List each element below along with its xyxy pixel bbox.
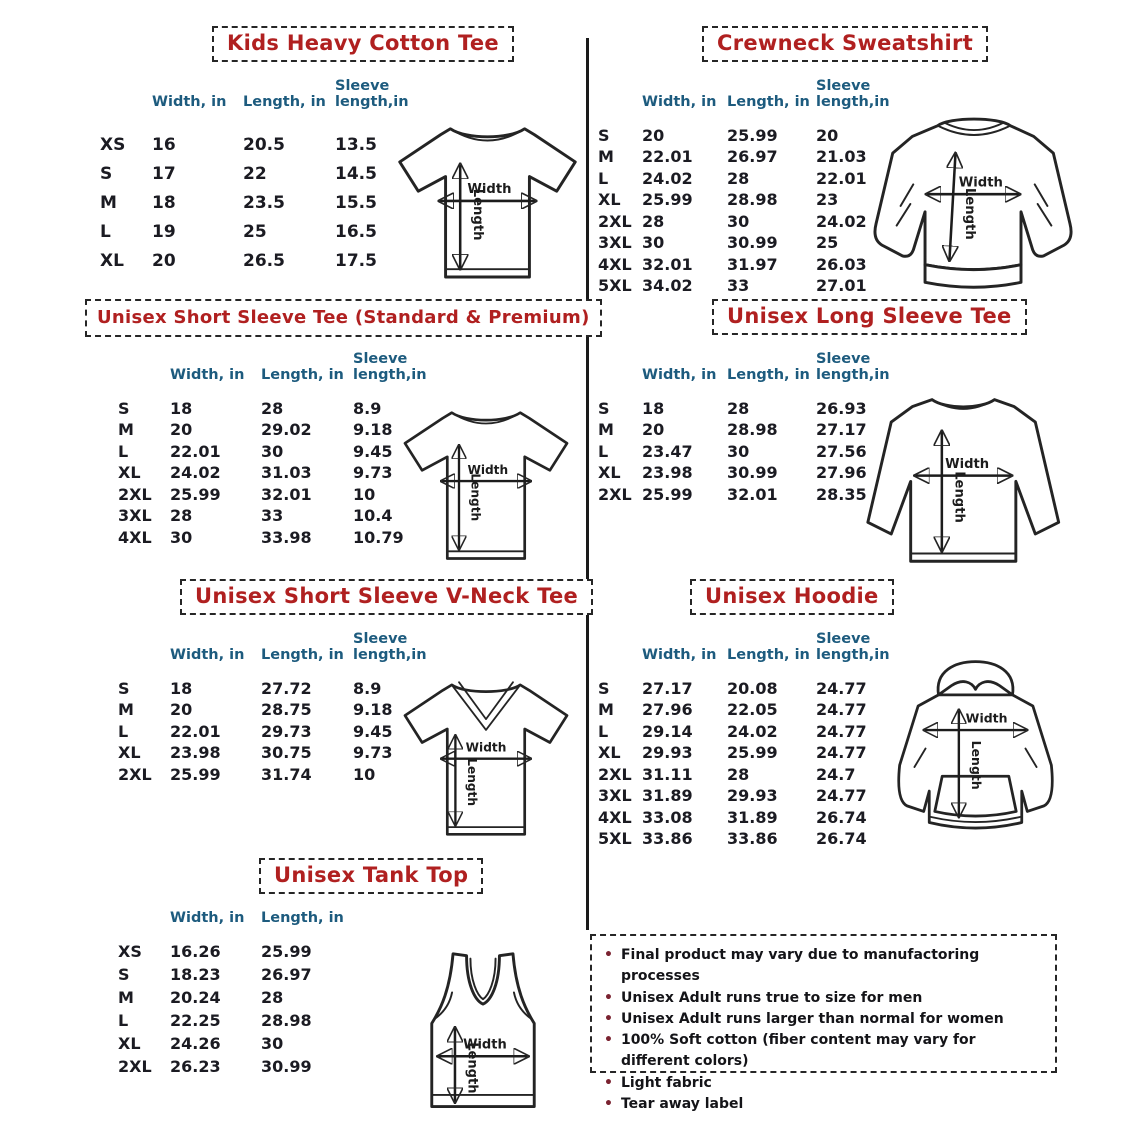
- sleeve-cell: 24.77: [816, 721, 867, 741]
- size-cell: 3XL: [598, 786, 632, 806]
- column-header-length: Length, in: [243, 94, 326, 111]
- bullet-icon: •: [604, 1074, 613, 1091]
- section-content: [84, 351, 584, 548]
- section-title: Unisex Short Sleeve Tee (Standard & Premium): [85, 299, 602, 337]
- width-cell: 31.89: [642, 786, 693, 806]
- size-cell: S: [598, 398, 610, 418]
- section-title-row: [84, 26, 584, 66]
- section-title: Unisex Long Sleeve Tee: [712, 299, 1027, 335]
- section-title: Unisex Hoodie: [690, 579, 894, 615]
- width-cell: 22.01: [170, 721, 221, 741]
- width-cell: 25.99: [170, 484, 221, 504]
- table-header-row: [118, 910, 584, 926]
- section-content: [596, 78, 1140, 296]
- note-text: Tear away label: [620, 1096, 744, 1113]
- sleeve-cell: 17.5: [335, 250, 377, 271]
- width-cell: 30: [170, 527, 193, 547]
- product-notes-box: [590, 934, 1057, 1113]
- column-header-sleeve: Sleeve length,in: [816, 351, 890, 384]
- width-cell: 20.24: [170, 988, 221, 1008]
- size-cell: 2XL: [598, 211, 632, 231]
- note-item: [604, 1009, 1043, 1030]
- sleeve-cell: 9.18: [353, 700, 393, 720]
- sleeve-cell: 9.73: [353, 463, 393, 483]
- size-cell: XL: [598, 463, 621, 483]
- width-cell: 18: [642, 398, 665, 418]
- column-divider-line: [586, 38, 589, 930]
- length-cell: 30.99: [727, 233, 778, 253]
- size-cell: L: [598, 168, 609, 188]
- size-cell: S: [598, 125, 610, 145]
- size-cell: 3XL: [598, 233, 632, 253]
- table-header-row: [118, 351, 584, 383]
- note-text: 100% Soft cotton (fiber content may vary for different colors): [620, 1032, 976, 1070]
- v-neck-tee-diagram: [396, 668, 576, 844]
- size-cell: XL: [118, 743, 141, 763]
- sleeve-cell: 27.96: [816, 463, 867, 483]
- column-header-width: Width, in: [642, 367, 717, 384]
- section-title: Unisex Short Sleeve V-Neck Tee: [180, 579, 593, 615]
- sleeve-cell: 23: [816, 190, 839, 210]
- column-header-width: Width, in: [170, 367, 245, 384]
- width-cell: 16.26: [170, 942, 221, 962]
- length-cell: 31.03: [261, 463, 312, 483]
- width-cell: 22.01: [642, 147, 693, 167]
- size-cell: M: [598, 700, 614, 720]
- size-cell: XS: [118, 942, 142, 962]
- length-arrow-label: Length: [469, 188, 485, 241]
- width-cell: 20: [170, 700, 193, 720]
- length-cell: 28.75: [261, 700, 312, 720]
- sleeve-cell: 24.77: [816, 700, 867, 720]
- column-header-sleeve: Sleeve length,in: [335, 78, 409, 111]
- length-cell: 33: [727, 276, 750, 296]
- width-cell: 23.98: [170, 743, 221, 763]
- size-cell: L: [118, 721, 129, 741]
- width-cell: 22.01: [170, 441, 221, 461]
- size-cell: S: [598, 678, 610, 698]
- column-header-length: Length, in: [261, 647, 344, 664]
- sleeve-cell: 9.45: [353, 721, 393, 741]
- width-cell: 24.02: [642, 168, 693, 188]
- length-cell: 33: [261, 506, 284, 526]
- note-item: [604, 945, 1043, 988]
- section-title-row: [596, 579, 1140, 619]
- long-sleeve-tee-diagram: [853, 386, 1093, 571]
- length-cell: 22: [243, 163, 267, 184]
- width-cell: 31.11: [642, 764, 693, 784]
- sleeve-cell: 10.4: [353, 506, 393, 526]
- note-text: Unisex Adult runs larger than normal for women: [620, 1010, 1004, 1027]
- length-cell: 20.08: [727, 678, 778, 698]
- width-cell: 20: [642, 420, 665, 440]
- note-text: Unisex Adult runs true to size for men: [620, 989, 923, 1006]
- length-cell: 29.02: [261, 420, 312, 440]
- section-title-row: [84, 858, 584, 898]
- length-cell: 32.01: [727, 484, 778, 504]
- column-header-length: Length, in: [261, 910, 344, 926]
- width-arrow-label: Width: [463, 1037, 507, 1053]
- bullet-icon: •: [604, 1096, 613, 1113]
- length-cell: 28.98: [727, 420, 778, 440]
- sleeve-cell: 27.17: [816, 420, 867, 440]
- width-cell: 20: [152, 250, 176, 271]
- width-arrow-label: Width: [467, 462, 509, 477]
- length-cell: 33.98: [261, 527, 312, 547]
- size-cell: M: [100, 192, 117, 213]
- width-cell: 25.99: [642, 190, 693, 210]
- width-arrow-label: Width: [465, 740, 507, 755]
- size-cell: 2XL: [118, 1057, 152, 1077]
- section-crewneck-sweatshirt: [596, 26, 1140, 296]
- size-cell: M: [598, 147, 614, 167]
- length-cell: 30.99: [261, 1057, 312, 1077]
- sleeve-cell: 26.93: [816, 398, 867, 418]
- sleeve-cell: 25: [816, 233, 839, 253]
- sleeve-cell: 9.18: [353, 420, 393, 440]
- size-cell: 2XL: [118, 484, 152, 504]
- size-cell: M: [118, 988, 134, 1008]
- sleeve-cell: 22.01: [816, 168, 867, 188]
- width-cell: 18: [170, 678, 193, 698]
- width-cell: 16: [152, 134, 176, 155]
- size-cell: 4XL: [118, 527, 152, 547]
- width-cell: 32.01: [642, 254, 693, 274]
- width-arrow-label: Width: [958, 175, 1003, 191]
- length-cell: 33.86: [727, 829, 778, 849]
- length-arrow-label: Length: [465, 758, 479, 806]
- sweatshirt-diagram: [859, 110, 1089, 298]
- width-cell: 29.14: [642, 721, 693, 741]
- note-item: [604, 988, 1043, 1009]
- sleeve-cell: 16.5: [335, 221, 377, 242]
- size-cell: M: [118, 700, 134, 720]
- note-item: [604, 1094, 1043, 1115]
- length-cell: 24.02: [727, 721, 778, 741]
- length-cell: 28: [261, 988, 284, 1008]
- width-cell: 18: [152, 192, 176, 213]
- sleeve-cell: 20: [816, 125, 839, 145]
- note-text: Light fabric: [620, 1074, 712, 1091]
- width-cell: 27.17: [642, 678, 693, 698]
- length-cell: 27.72: [261, 678, 312, 698]
- size-cell: 4XL: [598, 807, 632, 827]
- size-cell: L: [118, 441, 129, 461]
- sleeve-cell: 10.79: [353, 527, 404, 547]
- width-cell: 20: [170, 420, 193, 440]
- column-header-width: Width, in: [642, 94, 717, 111]
- width-cell: 25.99: [170, 764, 221, 784]
- length-cell: 30: [261, 1034, 284, 1054]
- width-cell: 26.23: [170, 1057, 221, 1077]
- length-cell: 30: [727, 441, 750, 461]
- sleeve-cell: 26.03: [816, 254, 867, 274]
- sleeve-cell: 14.5: [335, 163, 377, 184]
- size-cell: 2XL: [598, 764, 632, 784]
- length-cell: 25: [243, 221, 267, 242]
- size-cell: M: [118, 420, 134, 440]
- bullet-icon: •: [604, 989, 613, 1006]
- bullet-icon: •: [604, 1032, 613, 1049]
- size-cell: XL: [118, 1034, 141, 1054]
- column-header-sleeve: Sleeve length,in: [353, 631, 427, 664]
- length-arrow-label: Length: [968, 740, 984, 790]
- sleeve-cell: 27.56: [816, 441, 867, 461]
- length-cell: 26.5: [243, 250, 285, 271]
- sleeve-cell: 24.77: [816, 743, 867, 763]
- section-content: [84, 631, 584, 806]
- length-cell: 31.97: [727, 254, 778, 274]
- length-cell: 28: [727, 764, 750, 784]
- length-cell: 25.99: [261, 942, 312, 962]
- width-cell: 27.96: [642, 700, 693, 720]
- size-cell: S: [118, 965, 130, 985]
- sleeve-cell: 8.9: [353, 398, 382, 418]
- section-title-row: [596, 299, 1140, 339]
- section-unisex-tank-top: [84, 858, 584, 1094]
- sleeve-cell: 9.45: [353, 441, 393, 461]
- length-arrow-label: Length: [468, 473, 483, 522]
- size-cell: M: [598, 420, 614, 440]
- size-cell: S: [118, 678, 130, 698]
- width-cell: 33.86: [642, 829, 693, 849]
- sleeve-cell: 26.74: [816, 829, 867, 849]
- length-cell: 31.74: [261, 764, 312, 784]
- column-header-length: Length, in: [727, 94, 810, 111]
- width-cell: 28: [642, 211, 665, 231]
- size-cell: L: [598, 441, 609, 461]
- table-header-row: [598, 78, 1140, 110]
- section-title-row: [84, 579, 584, 619]
- width-cell: 24.02: [170, 463, 221, 483]
- sleeve-cell: 24.77: [816, 786, 867, 806]
- column-header-length: Length, in: [261, 367, 344, 384]
- table-header-row: [118, 631, 584, 663]
- length-cell: 28.98: [727, 190, 778, 210]
- section-content: [84, 78, 584, 275]
- section-unisex-v-neck-tee: [84, 579, 584, 806]
- width-cell: 19: [152, 221, 176, 242]
- column-header-length: Length, in: [727, 647, 810, 664]
- section-unisex-hoodie: [596, 579, 1140, 849]
- note-item: [604, 1030, 1043, 1073]
- size-cell: S: [100, 163, 113, 184]
- length-cell: 23.5: [243, 192, 285, 213]
- size-cell: 2XL: [598, 484, 632, 504]
- sleeve-cell: 24.7: [816, 764, 856, 784]
- length-arrow-label: Length: [464, 1042, 480, 1094]
- size-cell: 3XL: [118, 506, 152, 526]
- sleeve-cell: 28.35: [816, 484, 867, 504]
- size-cell: 2XL: [118, 764, 152, 784]
- length-cell: 28: [261, 398, 284, 418]
- section-title: Unisex Tank Top: [259, 858, 483, 894]
- column-header-width: Width, in: [152, 94, 227, 111]
- column-header-sleeve: Sleeve length,in: [816, 631, 890, 664]
- length-cell: 28: [727, 168, 750, 188]
- size-cell: L: [100, 221, 111, 242]
- size-cell: 5XL: [598, 276, 632, 296]
- column-header-width: Width, in: [170, 647, 245, 664]
- section-unisex-long-sleeve-tee: [596, 299, 1140, 523]
- width-cell: 33.08: [642, 807, 693, 827]
- section-title: Kids Heavy Cotton Tee: [212, 26, 514, 62]
- width-cell: 18.23: [170, 965, 221, 985]
- hoodie-diagram: [883, 656, 1068, 854]
- sleeve-cell: 9.73: [353, 743, 393, 763]
- size-cell: XS: [100, 134, 126, 155]
- section-title-row: [596, 26, 1140, 66]
- column-header-sleeve: Sleeve length,in: [816, 78, 890, 111]
- length-arrow-label: Length: [962, 187, 978, 240]
- length-cell: 32.01: [261, 484, 312, 504]
- sleeve-cell: 8.9: [353, 678, 382, 698]
- width-cell: 23.47: [642, 441, 693, 461]
- length-cell: 28: [727, 398, 750, 418]
- table-header-row: [598, 351, 1140, 383]
- column-header-sleeve: Sleeve length,in: [353, 351, 427, 384]
- width-cell: 29.93: [642, 743, 693, 763]
- width-arrow-label: Width: [965, 710, 1008, 726]
- size-cell: XL: [598, 743, 621, 763]
- section-content: [596, 631, 1140, 849]
- size-cell: S: [118, 398, 130, 418]
- width-cell: 30: [642, 233, 665, 253]
- size-cell: XL: [100, 250, 124, 271]
- tee-diagram: [390, 115, 585, 283]
- length-cell: 26.97: [261, 965, 312, 985]
- length-cell: 28.98: [261, 1011, 312, 1031]
- length-cell: 26.97: [727, 147, 778, 167]
- sleeve-cell: 10: [353, 764, 376, 784]
- width-cell: 17: [152, 163, 176, 184]
- column-header-width: Width, in: [642, 647, 717, 664]
- tank-top-diagram: [418, 948, 548, 1122]
- width-cell: 22.25: [170, 1011, 221, 1031]
- width-cell: 28: [170, 506, 193, 526]
- section-content: [596, 351, 1140, 523]
- size-cell: L: [118, 1011, 129, 1031]
- length-cell: 29.93: [727, 786, 778, 806]
- notes-list: [604, 945, 1043, 1115]
- width-cell: 18: [170, 398, 193, 418]
- sleeve-cell: 10: [353, 484, 376, 504]
- length-cell: 30.75: [261, 743, 312, 763]
- sleeve-cell: 21.03: [816, 147, 867, 167]
- sleeve-cell: 13.5: [335, 134, 377, 155]
- size-cell: XL: [598, 190, 621, 210]
- sleeve-cell: 27.01: [816, 276, 867, 296]
- length-cell: 25.99: [727, 743, 778, 763]
- column-header-length: Length, in: [727, 367, 810, 384]
- length-cell: 25.99: [727, 125, 778, 145]
- sleeve-cell: 24.02: [816, 211, 867, 231]
- length-cell: 20.5: [243, 134, 285, 155]
- section-unisex-short-sleeve-tee: [84, 299, 590, 548]
- length-cell: 31.89: [727, 807, 778, 827]
- width-cell: 24.26: [170, 1034, 221, 1054]
- column-header-width: Width, in: [170, 910, 245, 926]
- sleeve-cell: 26.74: [816, 807, 867, 827]
- length-cell: 30.99: [727, 463, 778, 483]
- width-cell: 20: [642, 125, 665, 145]
- width-cell: 25.99: [642, 484, 693, 504]
- size-cell: 4XL: [598, 254, 632, 274]
- width-cell: 34.02: [642, 276, 693, 296]
- section-kids-heavy-cotton-tee: [84, 26, 584, 275]
- sleeve-cell: 15.5: [335, 192, 377, 213]
- section-content: [84, 910, 584, 1094]
- sleeve-cell: 24.77: [816, 678, 867, 698]
- section-title: Crewneck Sweatshirt: [702, 26, 988, 62]
- length-cell: 29.73: [261, 721, 312, 741]
- bullet-icon: •: [604, 947, 613, 963]
- width-arrow-label: Width: [467, 182, 512, 198]
- length-arrow-label: Length: [951, 471, 967, 523]
- size-cell: L: [598, 721, 609, 741]
- length-cell: 30: [727, 211, 750, 231]
- size-cell: 5XL: [598, 829, 632, 849]
- width-cell: 23.98: [642, 463, 693, 483]
- note-text: Final product may vary due to manufactoring processes: [620, 947, 980, 985]
- length-cell: 22.05: [727, 700, 778, 720]
- bullet-icon: •: [604, 1010, 613, 1027]
- tee-diagram: [396, 396, 576, 568]
- table-header-row: [100, 78, 584, 110]
- section-title-row: [84, 299, 590, 339]
- size-cell: XL: [118, 463, 141, 483]
- length-cell: 30: [261, 441, 284, 461]
- width-arrow-label: Width: [945, 456, 990, 472]
- note-item: [604, 1073, 1043, 1094]
